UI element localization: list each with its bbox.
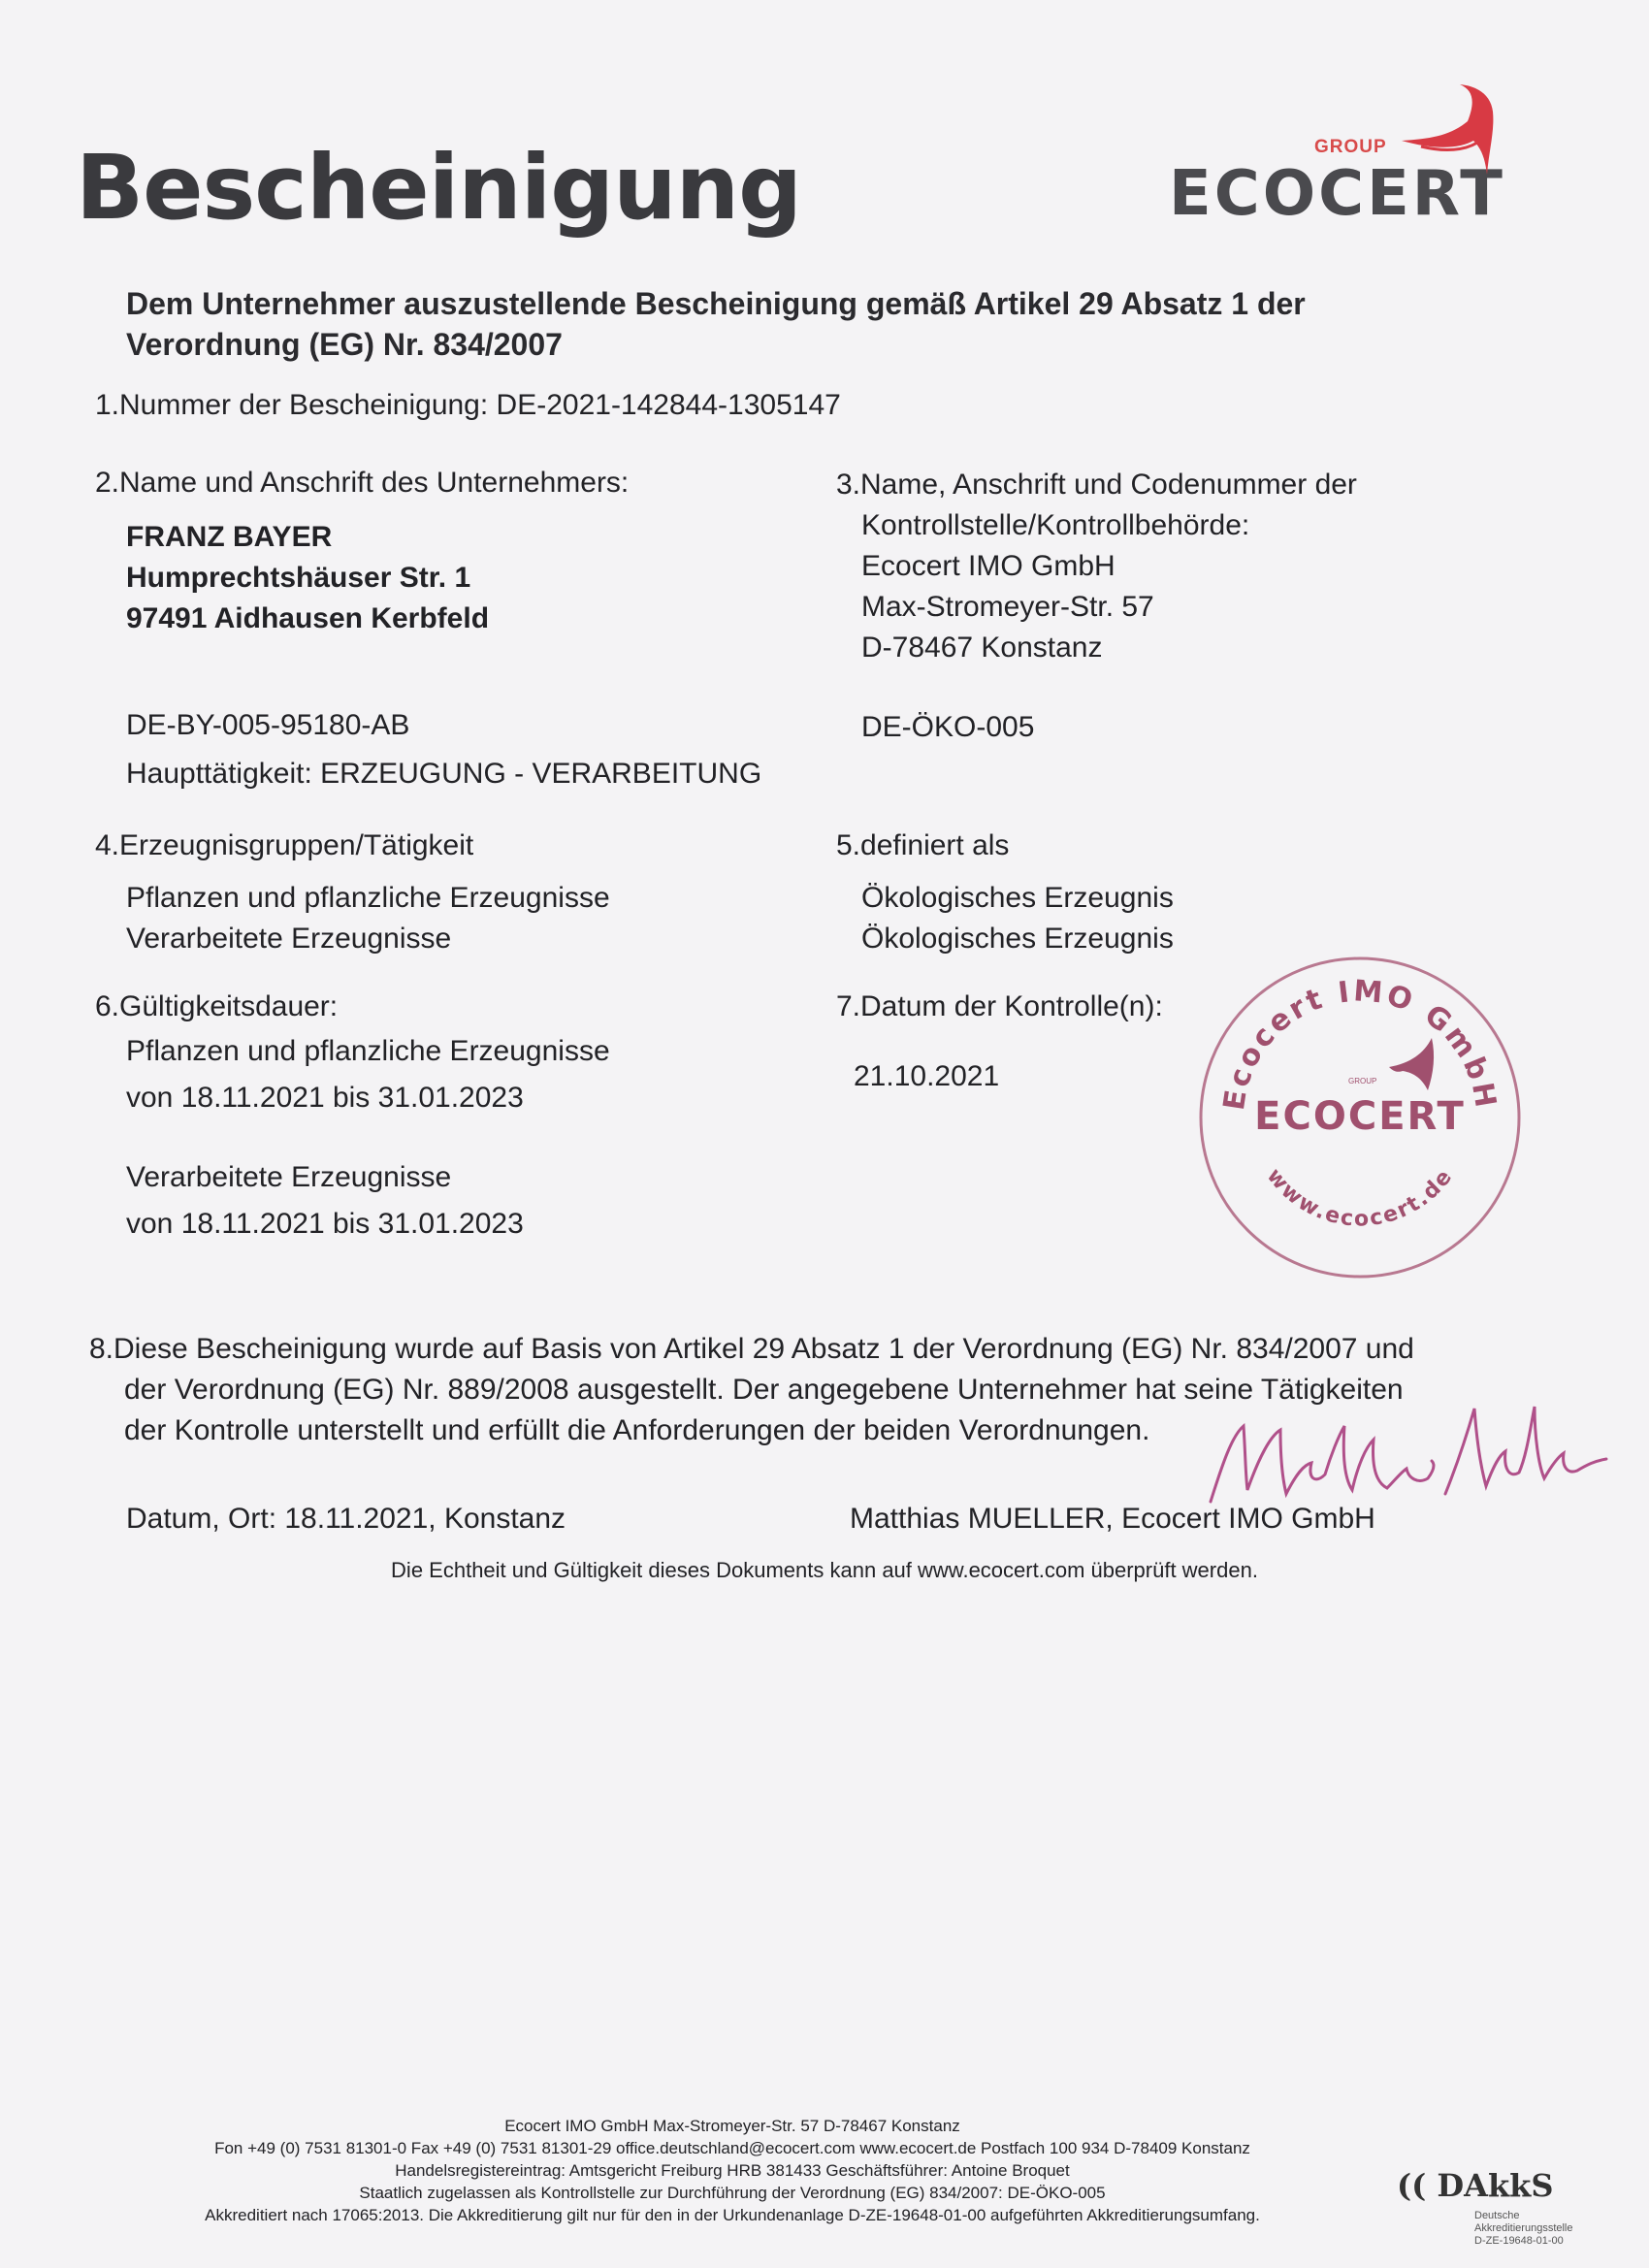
heading-line-1: Dem Unternehmer auszustellende Bescheinigung gemäß Artikel 29 Absatz 1 der (126, 286, 1306, 321)
document-title: Bescheinigung (76, 136, 801, 240)
definition-2: Ökologisches Erzeugnis (861, 923, 1174, 955)
validity-group-2: Verarbeitete Erzeugnisse (126, 1161, 452, 1193)
stamp-ring-top: Ecocert IMO GmbH (1216, 974, 1504, 1113)
document-footer (97, 2115, 1368, 2226)
statement-line-3: der Kontrolle unterstellt und erfüllt die Anforderungen der beiden Verordnungen. (124, 1414, 1150, 1446)
footer-line-4: Staatlich zugelassen als Kontrollstelle zur Durchführung der Verordnung (EG) 834/2007: DE-ÖKO-005 (359, 2184, 1106, 2202)
section3-label-line-1: 3.Name, Anschrift und Codenummer der (836, 469, 1357, 501)
operator-city: 97491 Aidhausen Kerbfeld (126, 602, 490, 634)
validity-group-1: Pflanzen und pflanzliche Erzeugnisse (126, 1035, 610, 1067)
dakks-line-3: D-ZE-19648-01-00 (1474, 2235, 1564, 2247)
control-body-name: Ecocert IMO GmbH (861, 550, 1116, 582)
section3-label-line-2: Kontrollstelle/Kontrollbehörde: (861, 509, 1250, 541)
product-group-2: Verarbeitete Erzeugnisse (126, 923, 452, 955)
signing-date-place: Datum, Ort: 18.11.2021, Konstanz (126, 1503, 566, 1535)
operator-code: DE-BY-005-95180-AB (126, 709, 410, 741)
stamp-swallow-icon (1389, 1038, 1434, 1090)
footer-line-2: Fon +49 (0) 7531 81301-0 Fax +49 (0) 7531 81301-29 office.deutschland@ecocert.com www.ecocert.de Postfach 100 934 D-78409 Konstanz (214, 2139, 1250, 2157)
footer-line-3: Handelsregistereintrag: Amtsgericht Freiburg HRB 381433 Geschäftsführer: Antoine Broquet (395, 2161, 1070, 2180)
handwritten-signature (1203, 1397, 1610, 1513)
statement-line-2: der Verordnung (EG) Nr. 889/2008 ausgestellt. Der angegebene Unternehmer hat seine Tätigkeiten (124, 1374, 1404, 1406)
dakks-line-1: Deutsche (1474, 2210, 1520, 2221)
product-group-1: Pflanzen und pflanzliche Erzeugnisse (126, 882, 610, 914)
logo-group-label: GROUP (1314, 137, 1387, 157)
section2-label: 2.Name und Anschrift des Unternehmers: (95, 467, 630, 499)
signer-name: Matthias MUELLER, Ecocert IMO GmbH (850, 1503, 1375, 1535)
footer-line-5: Akkreditiert nach 17065:2013. Die Akkreditierung gilt nur für den in der Urkundenanlage D-ZE-19648-01-00 aufgeführten Akkreditierungsumfang. (205, 2206, 1260, 2224)
section6-label: 6.Gültigkeitsdauer: (95, 990, 339, 1022)
footer-line-1: Ecocert IMO GmbH Max-Stromeyer-Str. 57 D-78467 Konstanz (504, 2117, 960, 2135)
section5-label: 5.definiert als (836, 829, 1010, 861)
section4-label: 4.Erzeugnisgruppen/Tätigkeit (95, 829, 474, 861)
certificate-number: 1.Nummer der Bescheinigung: DE-2021-142844-1305147 (95, 389, 841, 421)
section7-label: 7.Datum der Kontrolle(n): (836, 990, 1163, 1022)
validity-range-2: von 18.11.2021 bis 31.01.2023 (126, 1208, 524, 1240)
certificate-heading (126, 283, 1406, 365)
stamp-ring-bottom: www.ecocert.de (1261, 1163, 1459, 1232)
operator-street: Humprechtshäuser Str. 1 (126, 562, 471, 594)
control-body-code: DE-ÖKO-005 (861, 711, 1035, 743)
dakks-caption (1474, 2210, 1573, 2248)
dakks-line-2: Akkreditierungsstelle (1474, 2222, 1573, 2234)
validity-range-1: von 18.11.2021 bis 31.01.2023 (126, 1082, 524, 1114)
control-body-city: D-78467 Konstanz (861, 632, 1103, 664)
stamp-group-label: GROUP (1348, 1077, 1377, 1085)
dakks-logo: (( DAkkS (1397, 2167, 1554, 2204)
operator-name: FRANZ BAYER (126, 521, 333, 553)
control-body-street: Max-Stromeyer-Str. 57 (861, 591, 1154, 623)
swallow-icon (1392, 82, 1508, 209)
heading-line-2: Verordnung (EG) Nr. 834/2007 (126, 327, 563, 362)
svg-text:www.ecocert.de (1262, 1164, 1458, 1232)
definition-1: Ökologisches Erzeugnis (861, 882, 1174, 914)
inspection-date: 21.10.2021 (854, 1060, 1000, 1092)
stamp-name: ECOCERT (1254, 1094, 1466, 1139)
ecocert-stamp (1195, 953, 1525, 1282)
dakks-name: DAkkS (1437, 2167, 1554, 2204)
verification-note: Die Echtheit und Gültigkeit dieses Dokuments kann auf www.ecocert.com überprüft werden. (391, 1558, 1258, 1582)
operator-activity: Haupttätigkeit: ERZEUGUNG - VERARBEITUNG (126, 758, 762, 790)
ecocert-logo (1169, 82, 1508, 238)
logo-name: ECOCERT (1169, 158, 1505, 230)
statement-line-1: 8.Diese Bescheinigung wurde auf Basis von Artikel 29 Absatz 1 der Verordnung (EG) Nr. 834/2007 und (89, 1333, 1414, 1365)
dakks-accreditation-mark (1385, 2159, 1628, 2256)
